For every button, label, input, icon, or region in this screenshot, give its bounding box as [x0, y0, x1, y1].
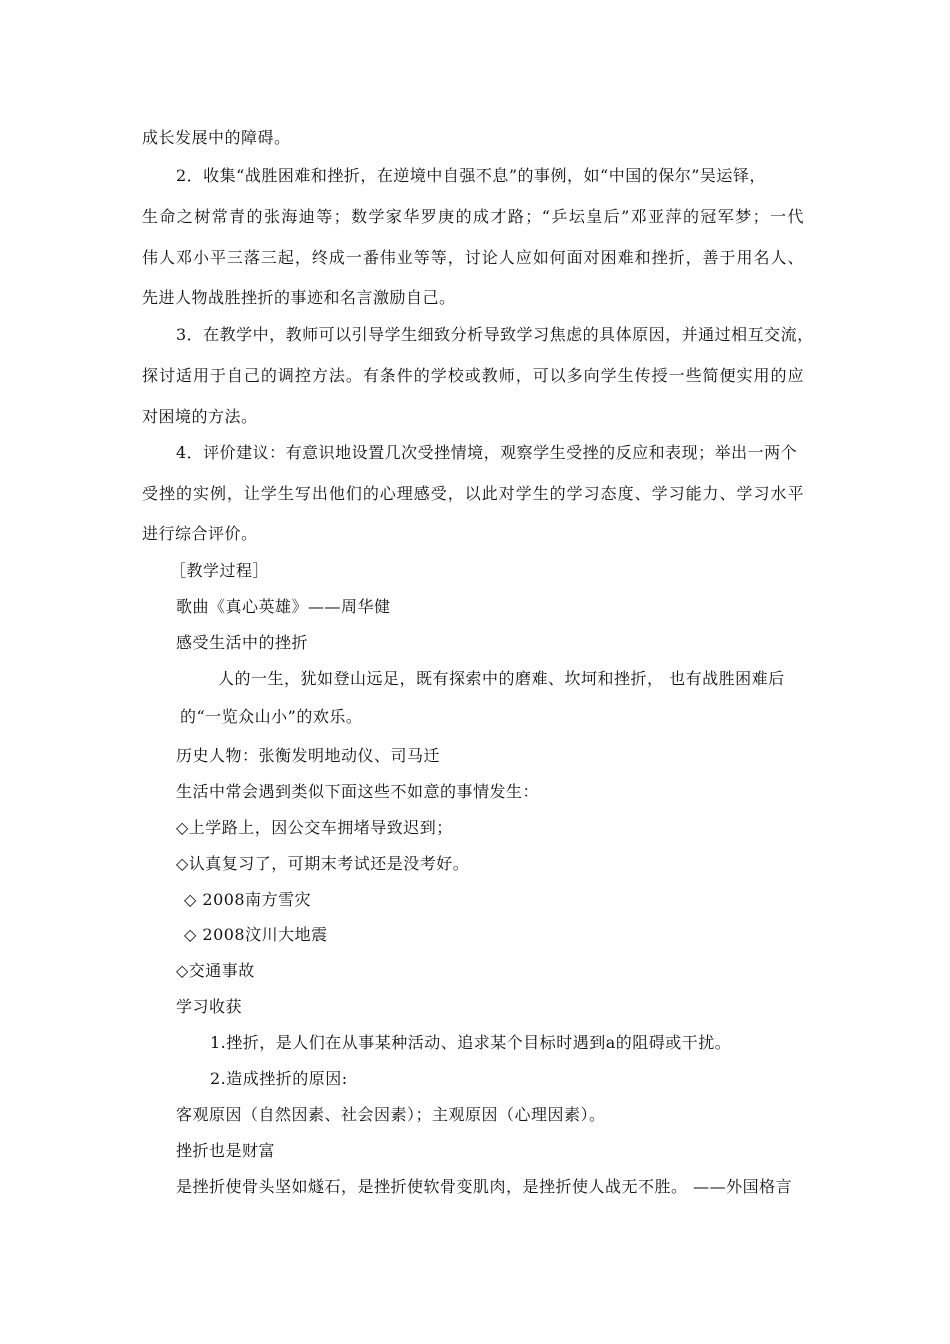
gain-item-2: 2.造成挫折的原因:	[210, 1069, 348, 1088]
list-item: ◇ 2008南方雪灾	[184, 890, 312, 909]
list-item: ◇上学路上，因公交车拥堵导致迟到；	[176, 818, 453, 837]
list-intro: 生活中常会遇到类似下面这些不如意的事情发生：	[176, 782, 540, 801]
history-figures: 历史人物：张衡发明地动仪、司马迁	[176, 746, 441, 765]
paragraph-3-line-2: 探讨适用于自己的调控方法。有条件的学校或教师，可以多向学生传授一些简便实用的应	[142, 366, 804, 385]
paragraph-2-line-3: 伟人邓小平三落三起，终成一番伟业等等，讨论人应如何面对困难和挫折，善于用名人、	[142, 248, 804, 267]
song-line: 歌曲《真心英雄》——周华健	[176, 597, 391, 616]
paragraph-3-line-1: 3．在教学中，教师可以引导学生细致分析导致学习焦虑的具体原因，并通过相互交流，	[176, 325, 814, 344]
paragraph-4-line-3: 进行综合评价。	[142, 524, 258, 543]
paragraph-2-line-4: 先进人物战胜挫折的事迹和名言激励自己。	[142, 288, 456, 307]
motto-line: 是挫折使骨头坚如燧石，是挫折使软骨变肌肉，是挫折使人战无不胜。 ——外国格言	[176, 1177, 793, 1196]
quote-line-2: 的“一览众山小”的欢乐。	[180, 707, 363, 726]
paragraph-4-line-2: 受挫的实例，让学生写出他们的心理感受，以此对学生的学习态度、学习能力、学习水平	[142, 484, 804, 503]
paragraph-3-line-3: 对困境的方法。	[142, 407, 258, 426]
paragraph-2-line-1: 2．收集“战胜困难和挫折，在逆境中自强不息”的事例，如“中国的保尔”吴运铎，	[176, 166, 766, 185]
list-item: ◇认真复习了，可期末考试还是没考好。	[176, 854, 470, 873]
paragraph-1-line-1: 成长发展中的障碍。	[142, 128, 291, 147]
teaching-process-heading: ［教学过程］	[170, 561, 270, 580]
section-feel-frustration: 感受生活中的挫折	[176, 633, 309, 652]
paragraph-2-line-2: 生命之树常青的张海迪等；数学家华罗庚的成才路；“乒坛皇后”邓亚萍的冠军梦；一代	[142, 207, 804, 226]
section-learning-gains: 学习收获	[176, 997, 243, 1016]
list-item: ◇ 2008汶川大地震	[184, 925, 328, 944]
gain-item-1: 1.挫折，是人们在从事某种活动、追求某个目标时遇到a的阻碍或干扰。	[210, 1033, 732, 1052]
section-frustration-wealth: 挫折也是财富	[176, 1141, 276, 1160]
list-item: ◇交通事故	[176, 961, 255, 980]
quote-line-1: 人的一生，犹如登山远足，既有探索中的磨难、坎坷和挫折， 也有战胜困难后	[218, 669, 785, 688]
paragraph-4-line-1: 4．评价建议：有意识地设置几次受挫情境，观察学生受挫的反应和表现；举出一两个	[176, 443, 798, 462]
causes-line: 客观原因（自然因素、社会因素）；主观原因（心理因素）。	[176, 1105, 606, 1124]
